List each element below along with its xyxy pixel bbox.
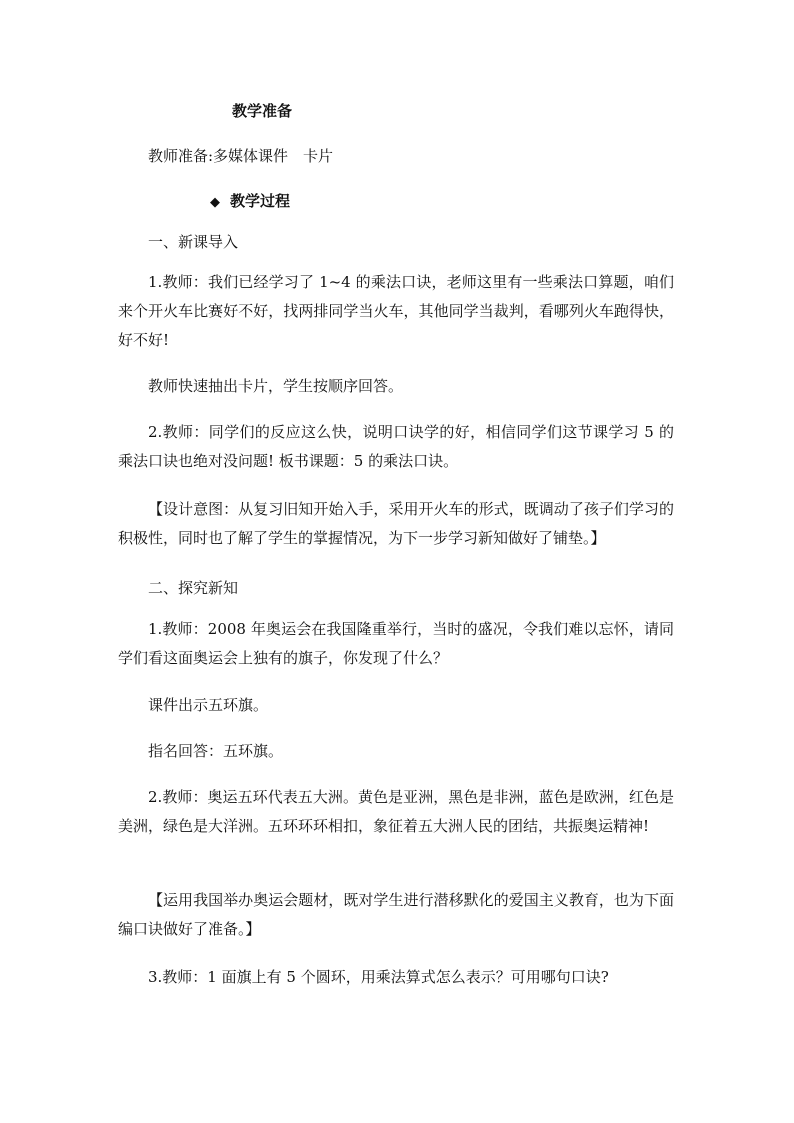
paragraph-p1: 1.教师：我们已经学习了 1~4 的乘法口诀，老师这里有一些乘法口算题，咱们来个开火车比赛好不好，找两排同学当火车，其他同学当裁判，看哪列火车跑得快，好不好!	[118, 273, 674, 349]
teacher-prep: 教师准备:多媒体课件 卡片	[148, 147, 334, 165]
paragraph-p6: 课件出示五环旗。	[148, 696, 269, 714]
part2-heading: 二、探究新知	[148, 579, 239, 597]
prep-heading: 教学准备	[232, 102, 293, 120]
paragraph-p5: 1.教师：2008 年奥运会在我国隆重举行，当时的盛况，令我们难以忘怀，请同学们看这面奥运会上独有的旗子，你发现了什么？	[118, 620, 674, 667]
paragraph-p8: 2.教师：奥运五环代表五大洲。黄色是亚洲，黑色是非洲，蓝色是欧洲，红色是美洲，绿色是大洋洲。五环环环相扣，象征着五大洲人民的团结，共振奥运精神!	[118, 788, 674, 835]
paragraph-p7: 指名回答：五环旗。	[148, 742, 284, 760]
diamond-bullet-icon: ◆	[210, 195, 220, 210]
paragraph-p4: 【设计意图：从复习旧知开始入手，采用开火车的形式，既调动了孩子们学习的积极性，同时也了解了学生的掌握情况，为下一步学习新知做好了铺垫。】	[118, 500, 674, 547]
paragraph-p9: 【运用我国举办奥运会题材，既对学生进行潜移默化的爱国主义教育，也为下面编口诀做好了准备。】	[118, 891, 674, 938]
process-heading-row	[210, 191, 770, 213]
paragraph-p3: 2.教师：同学们的反应这么快，说明口诀学的好，相信同学们这节课学习 5 的乘法口诀也绝对没问题! 板书课题：5 的乘法口诀。	[118, 423, 674, 470]
paragraph-p2: 教师快速抽出卡片，学生按顺序回答。	[148, 377, 404, 395]
process-heading: 教学过程	[230, 192, 291, 210]
paragraph-p10: 3.教师：1 面旗上有 5 个圆环，用乘法算式怎么表示？可用哪句口诀?	[148, 968, 609, 986]
part1-heading: 一、新课导入	[148, 233, 239, 251]
